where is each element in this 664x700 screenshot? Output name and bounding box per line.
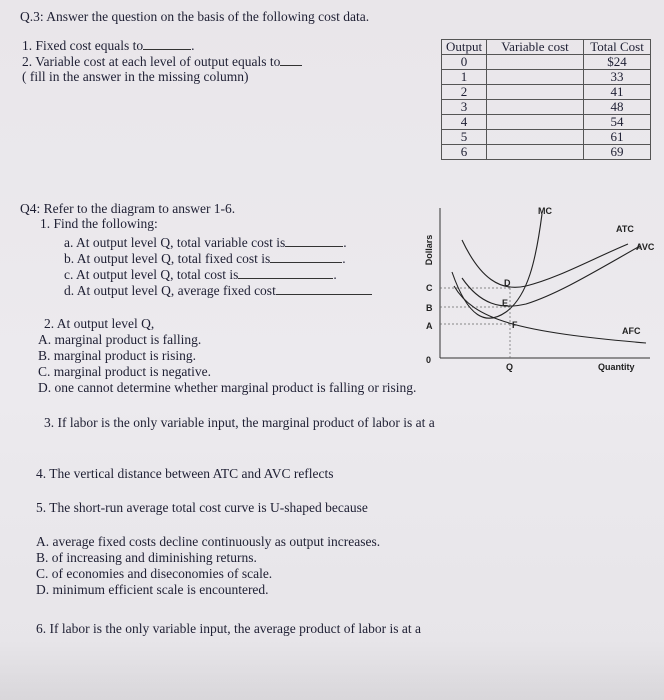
q4-dot: . — [343, 235, 347, 250]
cell-total-cost: 61 — [584, 130, 651, 145]
cell-variable-cost[interactable] — [487, 100, 584, 115]
cell-total-cost: 69 — [584, 145, 651, 160]
q4-4: 4. The vertical distance between ATC and AVC reflects — [36, 466, 334, 481]
q4-dot: . — [333, 267, 337, 282]
q4-3: 3. If labor is the only variable input, the marginal product of labor is at a — [44, 415, 435, 430]
cell-total-cost: $24 — [584, 55, 651, 70]
c-label: C — [426, 283, 433, 293]
q4-2-option-b[interactable]: B. marginal product is rising. — [38, 348, 196, 363]
q4-5-option-c[interactable]: C. of economies and diseconomies of scale. — [36, 566, 273, 581]
q4-5: 5. The short-run average total cost curve is U-shaped because — [36, 500, 368, 515]
cell-variable-cost[interactable] — [487, 115, 584, 130]
q4-item-c — [64, 266, 337, 283]
q4-2-option-c[interactable]: C. marginal product is negative. — [38, 364, 211, 379]
q4-dot: . — [342, 251, 346, 266]
e-label: E — [502, 298, 509, 308]
d-label: D — [504, 278, 511, 288]
q4-item-b-text: b. At output level Q, total fixed cost is — [64, 251, 271, 266]
afc-label: AFC — [622, 326, 641, 336]
avc-label: AVC — [636, 242, 655, 252]
cell-total-cost: 48 — [584, 100, 651, 115]
cell-output: 5 — [442, 130, 487, 145]
cell-output: 3 — [442, 100, 487, 115]
q3-title: Q.3: Answer the question on the basis of the following cost data. — [20, 9, 370, 24]
y-axis-label: Dollars — [424, 234, 434, 266]
q4-2-option-d[interactable]: D. one cannot determine whether marginal product is falling or rising. — [38, 380, 417, 395]
cell-output: 1 — [442, 70, 487, 85]
avc-curve — [462, 246, 640, 306]
q3-item-1-text: 1. Fixed cost equals to — [22, 38, 144, 53]
header-variable-cost: Variable cost — [487, 40, 584, 55]
cell-variable-cost[interactable] — [487, 55, 584, 70]
answer-blank[interactable] — [143, 37, 191, 50]
origin-label: 0 — [426, 355, 432, 365]
cell-variable-cost[interactable] — [487, 130, 584, 145]
q3-item-2 — [22, 53, 302, 70]
cell-output: 2 — [442, 85, 487, 100]
x-axis-label: Quantity — [598, 362, 635, 372]
q4-item-d — [64, 282, 372, 299]
q3-item-2-text: 2. Variable cost at each level of output equals to — [22, 54, 281, 69]
photo-shadow — [0, 640, 664, 700]
q4-item-a — [64, 234, 347, 251]
cost-table — [441, 39, 651, 160]
cell-total-cost: 54 — [584, 115, 651, 130]
table-row — [442, 85, 651, 100]
table-header-row — [442, 40, 651, 55]
answer-blank[interactable] — [276, 282, 372, 295]
q4-item-c-text: c. At output level Q, total cost is — [64, 267, 239, 282]
q3-item-1 — [22, 37, 195, 54]
answer-blank[interactable] — [285, 234, 343, 247]
cell-output: 4 — [442, 115, 487, 130]
q4-item-d-text: d. At output level Q, average fixed cost — [64, 283, 276, 298]
table-row — [442, 100, 651, 115]
q4-title: Q4: Refer to the diagram to answer 1-6. — [20, 201, 236, 216]
table-row — [442, 130, 651, 145]
cell-output: 6 — [442, 145, 487, 160]
header-total-cost: Total Cost — [584, 40, 651, 55]
q4-item-b — [64, 250, 346, 267]
cell-total-cost: 41 — [584, 85, 651, 100]
q4-2-option-a[interactable]: A. marginal product is falling. — [38, 332, 202, 347]
q3-item-3: ( fill in the answer in the missing column) — [22, 69, 249, 84]
answer-blank[interactable] — [270, 250, 342, 263]
b-label: B — [426, 303, 433, 313]
atc-curve — [462, 240, 628, 287]
q-label: Q — [506, 362, 514, 372]
cell-variable-cost[interactable] — [487, 70, 584, 85]
q4-2-stem: 2. At output level Q, — [44, 316, 155, 331]
q4-5-option-a[interactable]: A. average fixed costs decline continuously as output increases. — [36, 534, 381, 549]
q4-item-a-text: a. At output level Q, total variable cost is — [64, 235, 286, 250]
cell-total-cost: 33 — [584, 70, 651, 85]
answer-blank[interactable] — [238, 266, 333, 279]
q4-5-option-b[interactable]: B. of increasing and diminishing returns. — [36, 550, 257, 565]
q4-5-option-d[interactable]: D. minimum efficient scale is encountered. — [36, 582, 269, 597]
mc-label: MC — [538, 206, 552, 216]
cell-output: 0 — [442, 55, 487, 70]
q4-item-1: 1. Find the following: — [40, 216, 158, 231]
header-output: Output — [442, 40, 487, 55]
mc-curve — [452, 214, 542, 318]
cell-variable-cost[interactable] — [487, 145, 584, 160]
table-row — [442, 55, 651, 70]
cost-curves-diagram — [418, 200, 658, 390]
q3-item-1-end: . — [191, 38, 195, 53]
f-label: F — [512, 320, 518, 330]
q4-6: 6. If labor is the only variable input, the average product of labor is at a — [36, 621, 421, 636]
cell-variable-cost[interactable] — [487, 85, 584, 100]
table-row — [442, 115, 651, 130]
table-row — [442, 145, 651, 160]
atc-label: ATC — [616, 224, 634, 234]
table-row — [442, 70, 651, 85]
answer-blank[interactable] — [280, 53, 302, 66]
a-label: A — [426, 321, 433, 331]
